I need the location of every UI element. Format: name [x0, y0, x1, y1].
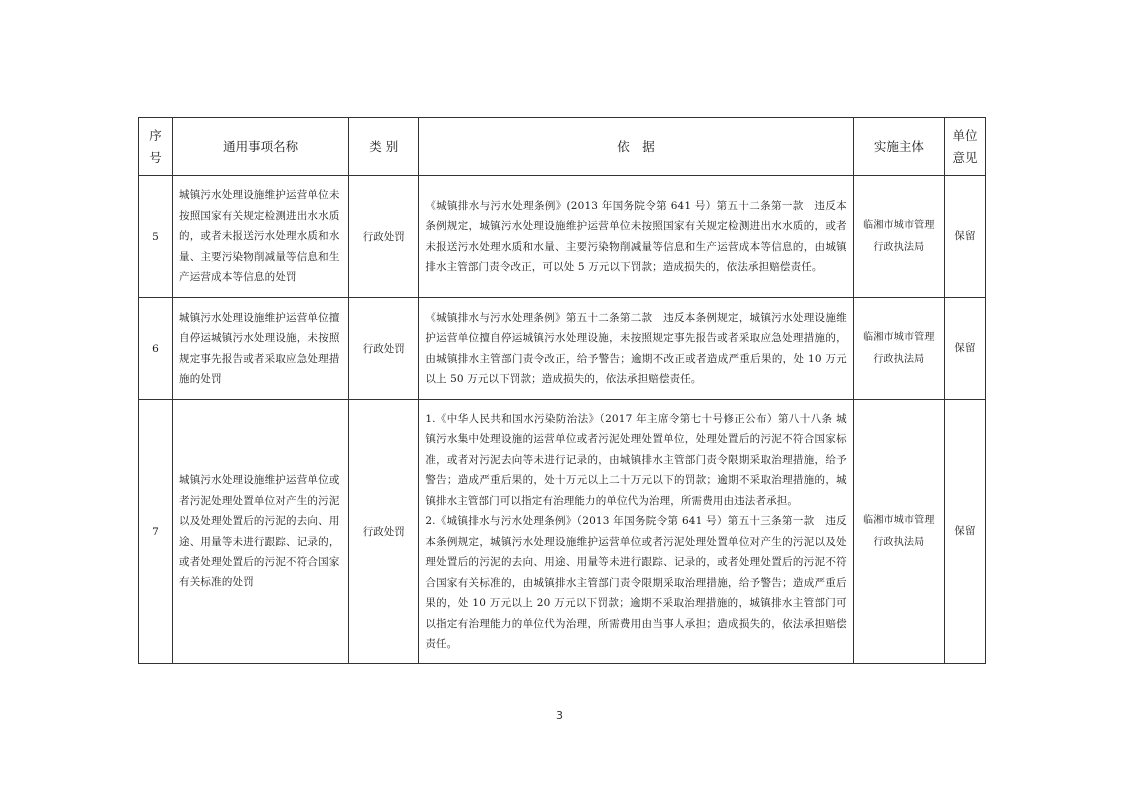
header-legal-basis: 依 据: [419, 118, 854, 176]
row-unit-opinion: 保留: [944, 400, 985, 664]
row-category: 行政处罚: [349, 400, 419, 664]
row-implementing-body: 临湘市城市管理 行政执法局: [853, 298, 944, 400]
row-serial-number: 7: [139, 400, 173, 664]
row-serial-number: 6: [139, 298, 173, 400]
row-implementing-body: 临湘市城市管理 行政执法局: [853, 400, 944, 664]
legal-basis-clause-1: 1.《中华人民共和国水污染防治法》（2017 年主席令第七十号修正公布）第八十八条 城镇污水集中处理设施的运营单位或者污泥处理处置单位，处理处置后的污泥不符合国家标准，或者对污泥去向等未进行记录的，由城镇排水主管部门责令限期采取治理措施，给予警告；造成严重后果的，处十万元以上二十万元以下的罚款；逾期不采取治理措施的，城镇排水主管部门可以指定有治理能力的单位代为治理，所需费用由违法者承担。: [425, 412, 847, 507]
table-row: [139, 176, 986, 298]
page-number: 3: [556, 709, 563, 722]
table-header-row: [139, 118, 986, 176]
row-category: 行政处罚: [349, 298, 419, 400]
row-item-name: 城镇污水处理设施维护运营单位或者污泥处理处置单位对产生的污泥以及处理处置后的污泥的去向、用途、用量等未进行跟踪、记录的，或者处理处置后的污泥不符合国家有关标准的处罚: [173, 400, 349, 664]
header-serial-number: 序 号: [139, 118, 173, 176]
header-item-name: 通用事项名称: [173, 118, 349, 176]
header-implementing-body: 实施主体: [853, 118, 944, 176]
row-legal-basis: 《城镇排水与污水处理条例》(2013 年国务院令第 641 号）第五十二条第一款 违反本条例规定，城镇污水处理设施维护运营单位未按照国家有关规定检测进出水水质的，或者未报送污水处理水质和水量、主要污染物削减量等信息和生产运营成本等信息的，由城镇排水主管部门责令改正，可以处 5 万元以下罚款；造成损失的，依法承担赔偿责任。: [419, 176, 854, 298]
table-row: [139, 400, 986, 664]
table-row: [139, 298, 986, 400]
row-category: 行政处罚: [349, 176, 419, 298]
legal-basis-clause-2: 2.《城镇排水与污水处理条例》（2013 年国务院令第 641 号）第五十三条第一款 违反本条例规定，城镇污水处理设施维护运营单位或者污泥处理处置单位对产生的污泥以及处理处置后的污泥的去向、用途、用量等未进行跟踪、记录的，或者处理处置后的污泥不符合国家有关标准的，由城镇排水主管部门责令限期采取治理措施，给予警告；造成严重后果的，处 10 万元以上 20 万元以下罚款；逾期不采取治理措施的，城镇排水主管部门可以指定有治理能力的单位代为治理，所需费用由当事人承担；造成损失的，依法承担赔偿责任。: [425, 515, 847, 650]
header-unit-opinion: 单位 意见: [944, 118, 985, 176]
row-serial-number: 5: [139, 176, 173, 298]
row-legal-basis: 《城镇排水与污水处理条例》第五十二条第二款 违反本条例规定，城镇污水处理设施维护运营单位擅自停运城镇污水处理设施，未按照规定事先报告或者采取应急处理措施的，由城镇排水主管部门责令改正，给予警告；逾期不改正或者造成严重后果的，处 10 万元以上 50 万元以下罚款；造成损失的，依法承担赔偿责任。: [419, 298, 854, 400]
penalty-items-table: [138, 117, 986, 664]
row-item-name: 城镇污水处理设施维护运营单位擅自停运城镇污水处理设施，未按照规定事先报告或者采取应急处理措施的处罚: [173, 298, 349, 400]
row-item-name: 城镇污水处理设施维护运营单位未按照国家有关规定检测进出水水质的，或者未报送污水处理水质和水量、主要污染物削减量等信息和生产运营成本等信息的处罚: [173, 176, 349, 298]
row-unit-opinion: 保留: [944, 176, 985, 298]
header-category: 类 别: [349, 118, 419, 176]
row-legal-basis: [419, 400, 854, 664]
row-implementing-body: 临湘市城市管理 行政执法局: [853, 176, 944, 298]
row-unit-opinion: 保留: [944, 298, 985, 400]
